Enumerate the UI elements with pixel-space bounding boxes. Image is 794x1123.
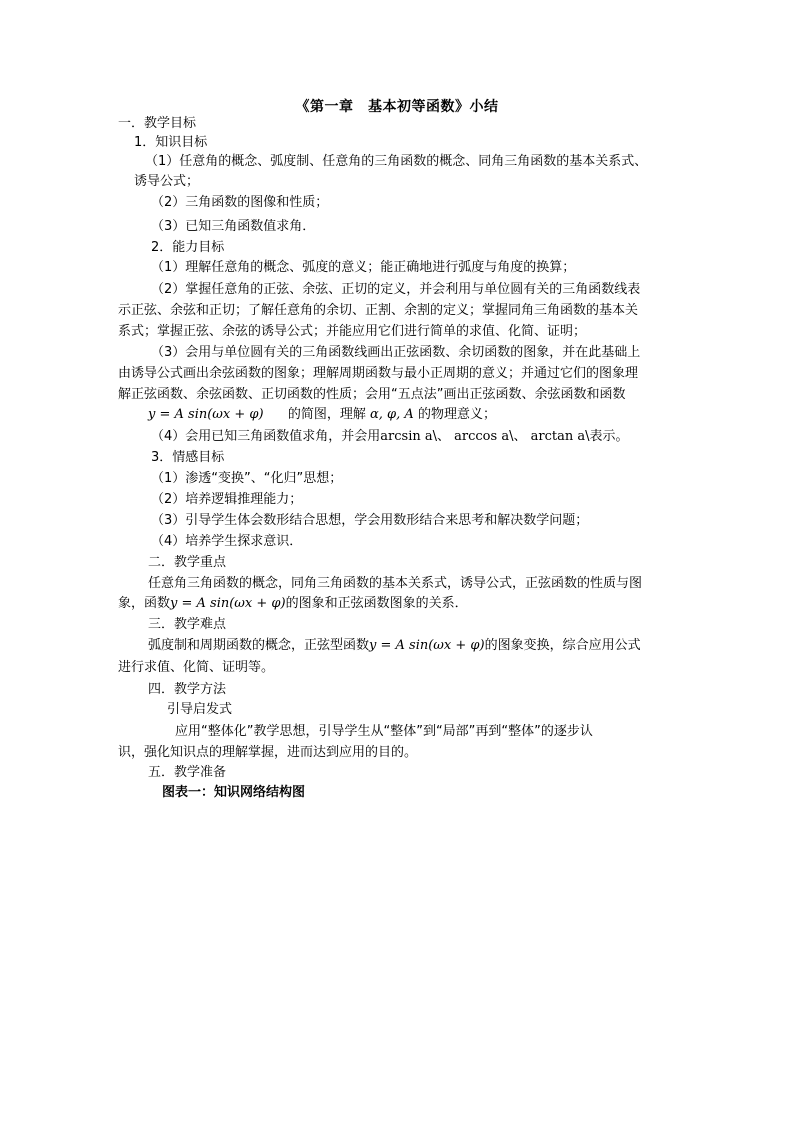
text-line: 由诱导公式画出余弦函数的图象；理解周期函数与最小正周期的意义；并通过它们的图象理: [118, 366, 639, 381]
text-span: 象，函数: [118, 596, 171, 611]
text-span: 的图象和正弦函数图象的关系．: [285, 596, 468, 611]
text-span: （4）会用已知三角函数值求角，并会用: [151, 429, 381, 444]
section-heading: 三．教学难点: [148, 617, 227, 632]
text-line: 系式；掌握正弦、余弦的诱导公式；并能应用它们进行简单的求值、化简、证明；: [118, 324, 587, 339]
text-line: 引导启发式: [167, 702, 233, 717]
text-line: 进行求值、化简、证明等。: [118, 660, 275, 675]
section-heading: 五．教学准备: [148, 765, 227, 780]
formula: y = A sin(ωx + φ): [148, 407, 264, 422]
formula: α, φ, A: [370, 407, 414, 422]
text-line: （4）培养学生探求意识．: [151, 534, 303, 549]
section-heading: 四．教学方法: [148, 682, 227, 697]
formula: y = A sin(ωx + φ): [170, 596, 286, 611]
doc-title: 《第一章 基本初等函数》小结: [295, 99, 499, 115]
text-line: 解正弦函数、余弦函数、正切函数的性质；会用“五点法”画出正弦函数、余弦函数和函数: [118, 387, 626, 402]
text-line: （3）已知三角函数值求角．: [151, 219, 316, 234]
text-span: 的简图，理解: [287, 407, 366, 422]
figure-caption: 图表一：知识网络结构图: [162, 785, 306, 800]
text-span: \、: [509, 429, 527, 444]
section-heading: 一．教学目标: [118, 116, 197, 131]
text-line: （2）培养逻辑推理能力；: [151, 492, 303, 507]
text-line: （1）任意角的概念、弧度制、任意角的三角函数的概念、同角三角函数的基本关系式、: [145, 154, 648, 169]
text-line: （3）会用与单位圆有关的三角函数线画出正弦函数、余切函数的图象，并在此基础上: [151, 345, 641, 360]
text-line-formula: [148, 405, 496, 425]
section-heading: 二．教学重点: [148, 555, 227, 570]
text-line: 任意角三角函数的概念，同角三角函数的基本关系式，诱导公式，正弦函数的性质与图: [148, 576, 643, 591]
formula: arctan a: [530, 429, 586, 444]
text-line: 识，强化知识点的理解掌握，进而达到应用的目的。: [118, 745, 418, 760]
text-line: （2）掌握任意角的正弦、余弦、正切的定义，并会利用与单位圆有关的三角函数线表: [151, 282, 641, 297]
text-line: 应用“整体化”教学思想，引导学生从“整体”到“局部”再到“整体”的逐步认: [175, 724, 593, 739]
formula: y = A sin(ωx + φ): [369, 638, 485, 653]
text-line: （1）理解任意角的概念、弧度的意义；能正确地进行弧度与角度的换算；: [151, 260, 576, 275]
text-line: （3）引导学生体会数形结合思想，学会用数形结合来思考和解决数学问题；: [151, 513, 589, 528]
text-line-formula: [118, 594, 468, 614]
text-line: （2）三角函数的图像和性质；: [151, 195, 329, 210]
sub-heading: 1．知识目标: [134, 135, 208, 150]
text-line: （1）渗透“变换”、“化归”思想；: [151, 471, 343, 486]
text-line: 诱导公式；: [134, 174, 200, 189]
sub-heading: 2．能力目标: [151, 240, 225, 255]
text-span: 的图象变换，综合应用公式: [484, 638, 641, 653]
text-span: 的物理意义；: [417, 407, 496, 422]
formula: arccos a: [454, 429, 510, 444]
text-line-formula: [151, 427, 628, 447]
text-line: 示正弦、余弦和正切；了解任意角的余切、正割、余割的定义；掌握同角三角函数的基本关: [118, 303, 639, 318]
text-span: \、: [432, 429, 451, 444]
text-line-formula: [148, 636, 641, 656]
text-span: \表示。: [585, 429, 629, 444]
formula: arcsin a: [380, 429, 433, 444]
text-span: 弧度制和周期函数的概念，正弦型函数: [148, 638, 370, 653]
sub-heading: 3．情感目标: [151, 450, 225, 465]
